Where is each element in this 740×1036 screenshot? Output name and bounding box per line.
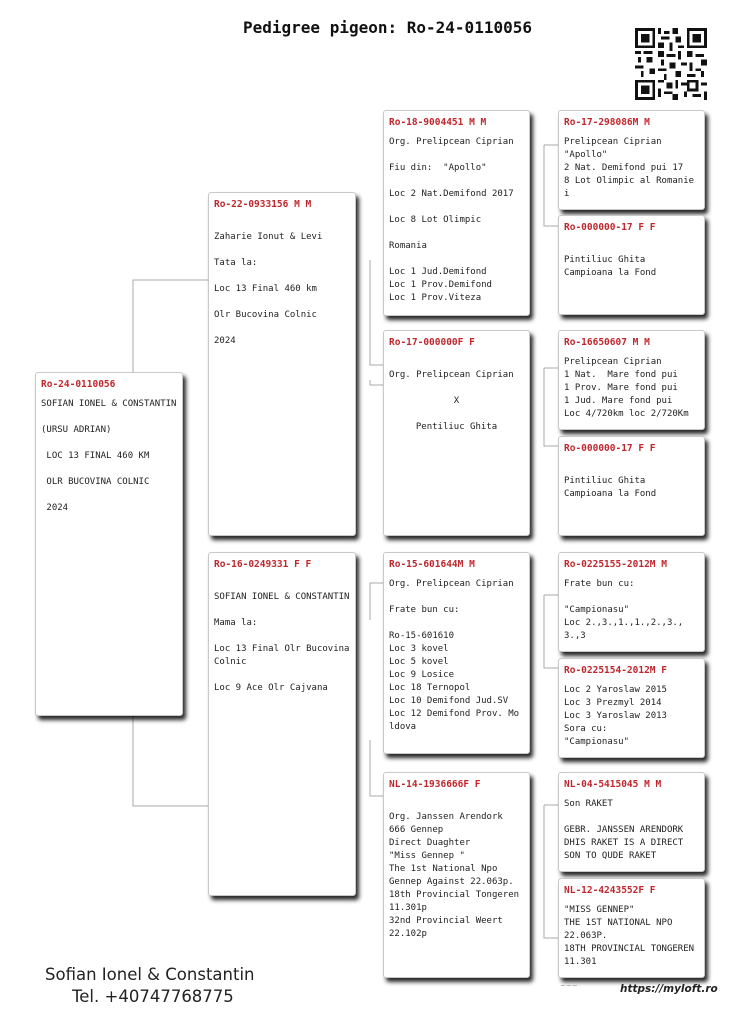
detail-line: GEBR. JANSSEN ARENDORK [564, 825, 684, 835]
detail-line: Loc 13 Final Olr Bucovina Colnic [214, 644, 355, 667]
pigeon-card-dam-dam [383, 772, 530, 978]
ring-number: Ro-16-0249331 F F [214, 559, 312, 570]
detail-line: Pentiliuc Ghita [415, 422, 498, 432]
detail-line: Loc 2 Nat.Demifond 2017 [389, 189, 514, 199]
pigeon-card-sdd [558, 436, 705, 536]
detail-line: X [453, 396, 460, 406]
detail-line: "Apollo" [564, 150, 608, 160]
detail-line [214, 270, 350, 283]
detail-line: Gennep Against 22.063p. [389, 877, 514, 887]
detail-line: (URSU ADRIAN) [41, 425, 112, 435]
detail-line: Loc 5 kovel [389, 657, 449, 667]
detail-line: 32nd Provincial Weert [389, 916, 503, 926]
detail-line: Loc 1 Jud.Demifond [389, 267, 487, 277]
detail-line [389, 201, 524, 214]
detail-line [389, 408, 524, 421]
ring-number: Ro-17-000000F F [389, 337, 475, 348]
detail-line [389, 149, 524, 162]
detail-line [214, 296, 350, 309]
detail-line: "Miss Gennep " [389, 851, 465, 861]
ring-number: Ro-000000-17 F F [564, 222, 656, 233]
detail-line: SOFIAN IONEL & CONSTANTIN [214, 592, 350, 602]
detail-line: 2024 [41, 503, 69, 513]
detail-line [214, 630, 350, 643]
detail-line: "Campionasu" [564, 737, 630, 747]
detail-line [214, 604, 350, 617]
detail-line: LOC 13 FINAL 460 KM [41, 451, 150, 461]
detail-line [214, 218, 350, 231]
detail-line: Loc 1 Prov.Demifond [389, 280, 492, 290]
detail-line [389, 227, 524, 240]
pigeon-card-sire-sire [383, 110, 530, 316]
ring-number: Ro-15-601644M M [389, 559, 475, 570]
ring-number: Ro-22-0933156 M M [214, 199, 312, 210]
pigeon-card-sire-dam [383, 330, 530, 536]
detail-line: Loc 1 Prov.Viteza [389, 293, 482, 303]
pigeon-card-sire [208, 192, 356, 536]
pigeon-card-ddd [558, 878, 705, 978]
detail-line: Ro-15-601610 [389, 631, 455, 641]
detail-line: Sora cu: [564, 724, 608, 734]
detail-line: Pintiliuc Ghita [564, 255, 646, 265]
detail-line: 1 Prov. Mare fond pui [564, 383, 678, 393]
pigeon-card-ssd [558, 215, 705, 315]
ring-number: Ro-18-9004451 M M [389, 117, 487, 128]
detail-line: Olr Bucovina Colnic [214, 310, 317, 320]
ring-number: Ro-16650607 M M [564, 337, 650, 348]
detail-line [389, 617, 524, 630]
detail-line [389, 382, 524, 395]
detail-line: 8 Lot Olimpic al Romaniei [564, 176, 695, 199]
detail-line: Prelipcean Ciprian [564, 137, 662, 147]
detail-line: Pintiliuc Ghita [564, 476, 646, 486]
detail-line [41, 489, 177, 502]
detail-line: Campioana la Fond [564, 268, 657, 278]
detail-line [389, 356, 524, 369]
detail-line: THE 1ST NATIONAL NPO [564, 918, 673, 928]
detail-line: Prelipcean Ciprian [564, 357, 662, 367]
detail-line: Loc 9 Ace Olr Cajvana [214, 683, 328, 693]
pigeon-card-subject [35, 372, 183, 716]
ring-number: Ro-000000-17 F F [564, 443, 656, 454]
detail-line: 2 Nat. Demifond pui 17 [564, 163, 684, 173]
detail-line: Org. Janssen Arendork [389, 812, 503, 822]
detail-line [214, 244, 350, 257]
detail-line [214, 322, 350, 335]
detail-line: Loc 3 kovel [389, 644, 449, 654]
ring-number: Ro-0225154-2012M F [564, 665, 667, 676]
detail-line: Fiu din: "Apollo" [389, 163, 487, 173]
detail-line: 2024 [214, 336, 236, 346]
detail-line: 1 Nat. Mare fond pui [564, 370, 678, 380]
detail-line: Org. Prelipcean Ciprian [389, 137, 514, 147]
detail-line: OLR BUCOVINA COLNIC [41, 477, 150, 487]
detail-line: The 1st National Npo [389, 864, 498, 874]
pigeon-card-sds [558, 330, 705, 430]
detail-line [214, 669, 350, 682]
detail-line: Frate bun cu: [564, 579, 635, 589]
detail-line: 22.102p [389, 929, 427, 939]
detail-line: Loc 12 Demifond Prov. Moldova [389, 709, 520, 732]
detail-line: 18th Provincial Tongeren 11.301p [389, 890, 525, 913]
detail-line [564, 811, 699, 824]
detail-line [389, 798, 524, 811]
detail-line: "MISS GENNEP" [564, 905, 635, 915]
ring-number: Ro-0225155-2012M M [564, 559, 667, 570]
detail-line: Loc 18 Ternopol [389, 683, 471, 693]
ring-number: NL-14-1936666F F [389, 779, 481, 790]
detail-line: Loc 13 Final 460 km [214, 284, 317, 294]
detail-line: Loc 10 Demifond Jud.SV [389, 696, 509, 706]
phone-number: Tel. +40747768775 [72, 987, 234, 1006]
detail-line: Mama la: [214, 618, 258, 628]
detail-line: 1 Jud. Mare fond pui [564, 396, 673, 406]
signature-mark: ~~~ [560, 982, 578, 990]
detail-line: Loc 3 Yaroslaw 2013 [564, 711, 667, 721]
detail-line: Loc 8 Lot Olimpic [389, 215, 482, 225]
detail-line: Zaharie Ionut & Levi [214, 232, 323, 242]
detail-line: Romania [389, 241, 427, 251]
detail-line: 22.063P. [564, 931, 608, 941]
detail-line: Loc 3 Prezmyl 2014 [564, 698, 662, 708]
website-link[interactable]: https://myloft.ro [620, 983, 718, 995]
pigeon-card-dds [558, 772, 705, 872]
ring-number: Ro-24-0110056 [41, 379, 116, 390]
detail-line: SON TO QUDE RAKET [564, 851, 657, 861]
pigeon-card-dsd [558, 658, 705, 758]
detail-line [389, 175, 524, 188]
detail-line: Loc 9 Losice [389, 670, 455, 680]
detail-line: Frate bun cu: [389, 605, 460, 615]
ring-number: Ro-17-298086M M [564, 117, 650, 128]
owner-name: Sofian Ionel & Constantin [45, 965, 255, 984]
detail-line: Direct Duaghter [389, 838, 471, 848]
detail-line: "Campionasu" [564, 605, 630, 615]
pigeon-card-dss [558, 552, 705, 652]
detail-line: DHIS RAKET IS A DIRECT [564, 838, 684, 848]
detail-line: Loc 4/720km loc 2/720Km [564, 409, 689, 419]
detail-line: 11.301 [564, 957, 597, 967]
detail-line [41, 411, 177, 424]
pigeon-card-sss [558, 110, 705, 210]
detail-line: Son RAKET [564, 799, 613, 809]
detail-line: Campioana la Fond [564, 489, 657, 499]
detail-line: 18TH PROVINCIAL TONGEREN [564, 944, 695, 954]
page-title: Pedigree pigeon: Ro-24-0110056 [243, 18, 532, 37]
detail-line [564, 462, 699, 475]
detail-line [564, 241, 699, 254]
detail-line [389, 253, 524, 266]
detail-line: Org. Prelipcean Ciprian [389, 579, 514, 589]
detail-line: Tata la: [214, 258, 258, 268]
detail-line: 666 Gennep [389, 825, 444, 835]
ring-number: NL-04-5415045 M M [564, 779, 662, 790]
pigeon-card-dam [208, 552, 356, 896]
detail-line [389, 591, 524, 604]
detail-line [214, 578, 350, 591]
detail-line [564, 591, 699, 604]
detail-line [41, 463, 177, 476]
pigeon-card-dam-sire [383, 552, 530, 754]
detail-line: Loc 2 Yaroslaw 2015 [564, 685, 667, 695]
detail-line: Loc 2.,3.,1.,1.,2.,3.,3.,3 [564, 618, 684, 641]
ring-number: NL-12-4243552F F [564, 885, 656, 896]
detail-line: SOFIAN IONEL & CONSTANTIN [41, 399, 177, 409]
detail-line: Org. Prelipcean Ciprian [389, 370, 514, 380]
detail-line [41, 437, 177, 450]
